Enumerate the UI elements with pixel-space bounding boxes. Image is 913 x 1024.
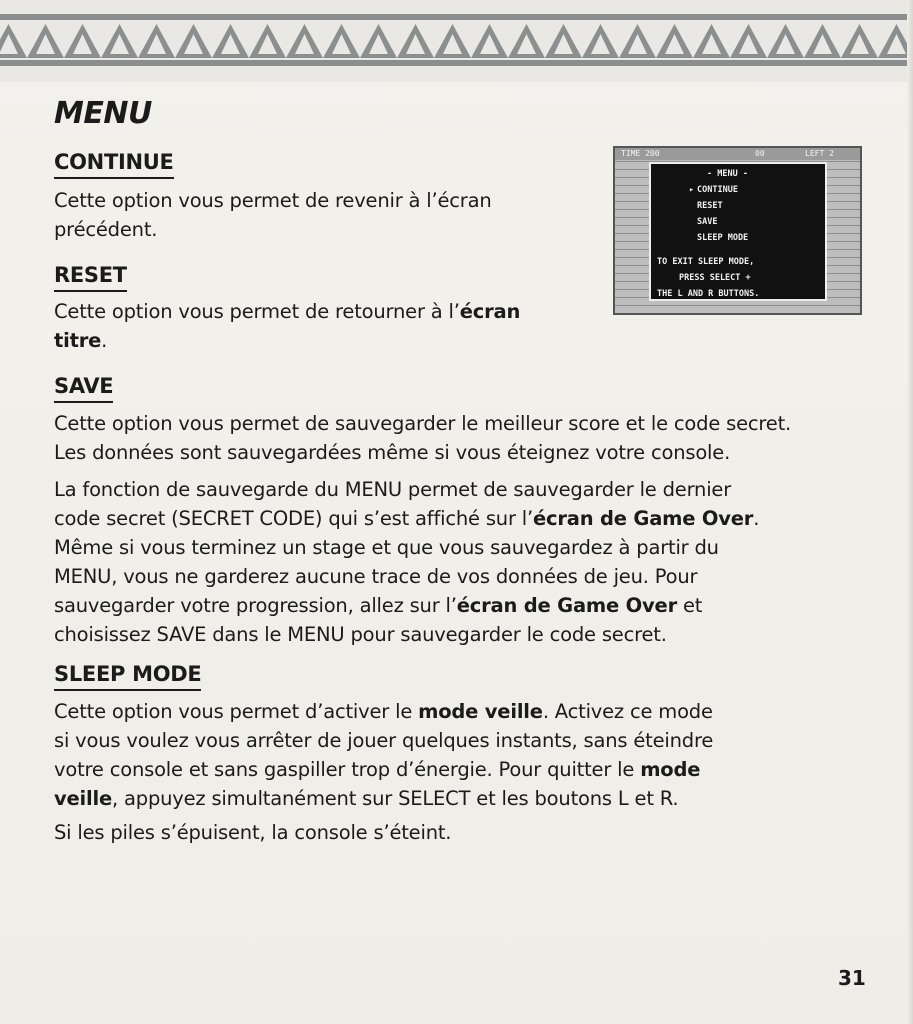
sleep-line-1-end: . Activez ce mode	[542, 700, 713, 723]
sleep-paragraph-2: Si les piles s’épuisent, la console s’éteint.	[54, 821, 452, 844]
game-menu-box	[649, 162, 827, 301]
page-title: MENU	[54, 96, 152, 131]
reset-line-1: Cette option vous permet de retourner à l’	[54, 300, 460, 323]
sleep-line-1: Cette option vous permet d’activer le	[54, 700, 419, 723]
save-p1-line-1: Cette option vous permet de sauvegarder le meilleur score et le code secret.	[54, 412, 792, 435]
sleep-bold-mode: mode	[640, 758, 701, 781]
save-p2-line-5-end: et	[676, 594, 703, 617]
sleep-bold-veille: veille	[54, 787, 113, 810]
sleep-bold-mode-veille: mode veille	[418, 700, 543, 723]
save-p2-line-6: choisissez SAVE dans le MENU pour sauvegarder le code secret.	[54, 623, 667, 646]
game-menu-title: - MENU -	[707, 169, 748, 179]
heading-save: SAVE	[54, 374, 113, 403]
game-menu-item-sleep-mode: SLEEP MODE	[697, 233, 749, 243]
save-bold-game-over-2: écran de Game Over	[456, 594, 677, 617]
save-p2-line-1: La fonction de sauvegarde du MENU permet de sauvegarder le dernier	[54, 478, 732, 501]
continue-text	[54, 186, 492, 244]
reset-bold-ecran: écran	[459, 300, 521, 323]
reset-text	[54, 297, 520, 355]
save-p2-line-2-end: .	[753, 507, 760, 530]
game-hud	[615, 148, 860, 160]
game-screenshot	[613, 146, 862, 315]
zigzag-border-icon	[0, 0, 913, 82]
heading-reset: RESET	[54, 263, 127, 292]
hud-lives: LEFT 2	[805, 149, 834, 158]
reset-line-2-end: .	[101, 329, 108, 352]
hud-time: TIME 200	[621, 149, 660, 158]
sleep-line-4-end: , appuyez simultanément sur SELECT et les boutons L et R.	[112, 787, 679, 810]
sleep-line-2: si vous voulez vous arrêter de jouer quelques instants, sans éteindre	[54, 729, 714, 752]
reset-bold-titre: titre	[54, 329, 102, 352]
save-paragraph-1	[54, 409, 791, 467]
page-number: 31	[838, 966, 866, 990]
game-hint-line-1: TO EXIT SLEEP MODE,	[657, 257, 755, 267]
game-hint-line-2: PRESS SELECT +	[679, 273, 751, 283]
game-menu-item-continue: CONTINUE	[697, 185, 738, 195]
game-menu-item-reset: RESET	[697, 201, 723, 211]
save-p2-line-3: Même si vous terminez un stage et que vous sauvegardez à partir du	[54, 536, 719, 559]
sleep-line-3: votre console et sans gaspiller trop d’énergie. Pour quitter le	[54, 758, 641, 781]
heading-sleep-mode: SLEEP MODE	[54, 662, 201, 691]
game-hint-line-3: THE L AND R BUTTONS.	[657, 289, 760, 299]
save-paragraph-2	[54, 475, 759, 649]
save-p2-line-4: MENU, vous ne garderez aucune trace de vos données de jeu. Pour	[54, 565, 698, 588]
save-bold-game-over-1: écran de Game Over	[532, 507, 754, 530]
heading-continue: CONTINUE	[54, 150, 174, 179]
game-menu-item-save: SAVE	[697, 217, 718, 227]
save-p2-line-2: code secret (SECRET CODE) qui s’est affiché sur l’	[54, 507, 533, 530]
save-p2-line-5: sauvegarder votre progression, allez sur l’	[54, 594, 457, 617]
hud-score: 00	[755, 149, 765, 158]
sleep-paragraph-1	[54, 697, 713, 813]
continue-line-2: précédent.	[54, 218, 158, 241]
continue-line-1: Cette option vous permet de revenir à l’écran	[54, 189, 492, 212]
page-edge-shadow	[907, 0, 913, 1024]
game-menu-cursor-icon: ▸	[689, 185, 695, 195]
save-p1-line-2: Les données sont sauvegardées même si vous éteignez votre console.	[54, 441, 731, 464]
